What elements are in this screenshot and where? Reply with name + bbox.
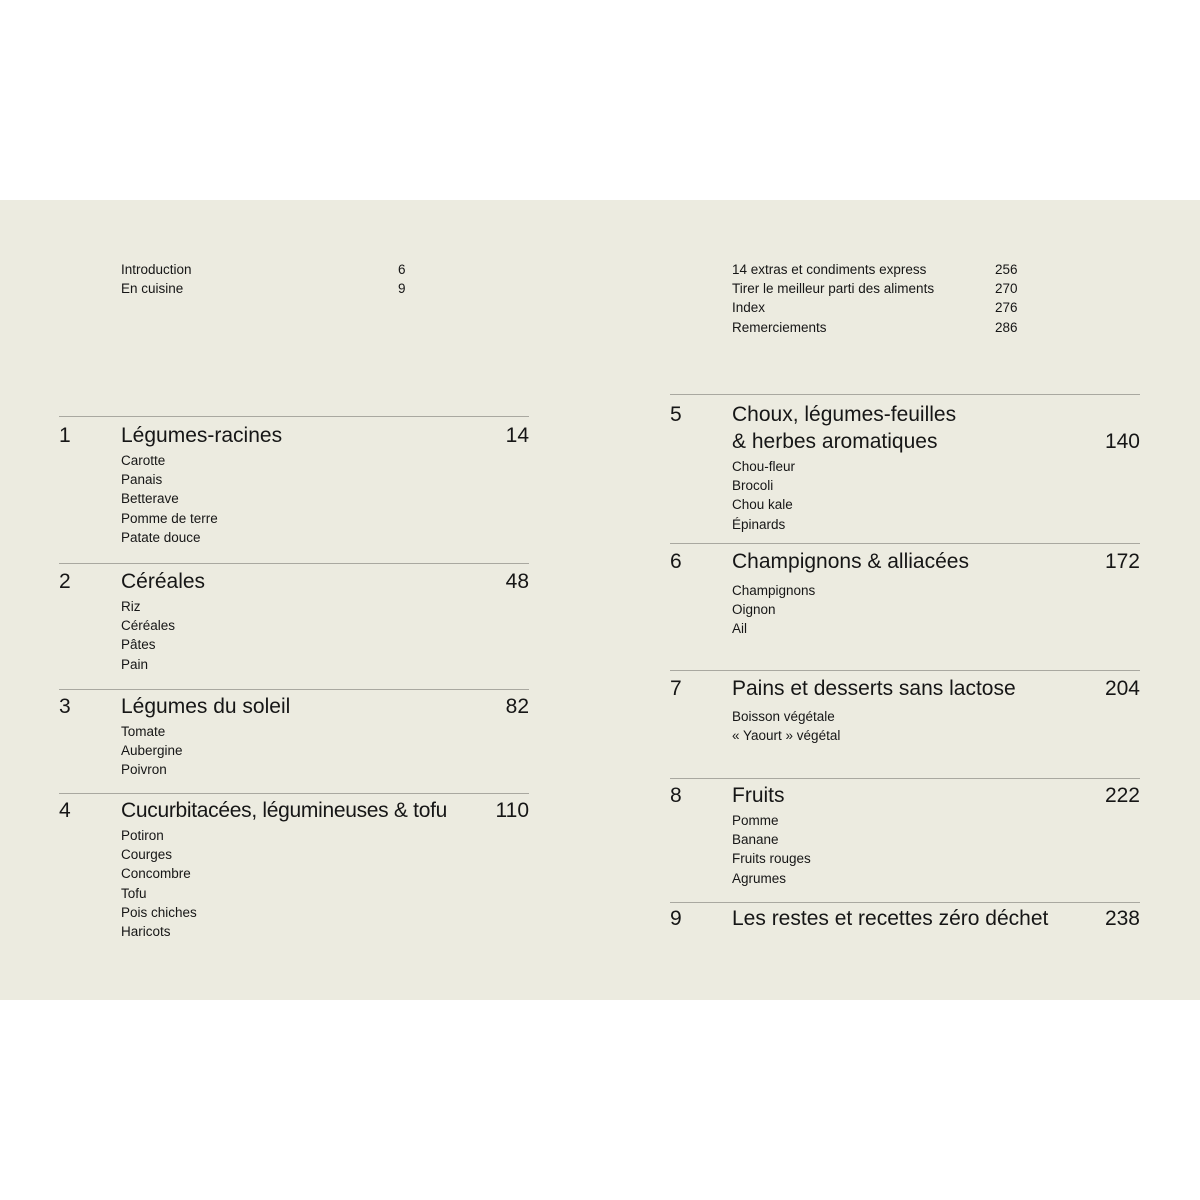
chapter-number: 7: [670, 677, 682, 700]
subtopic-item: Boisson végétale: [732, 709, 835, 724]
chapter-4[interactable]: [59, 793, 529, 954]
toc-entry-page: 286: [995, 319, 1018, 335]
chapter-2[interactable]: [59, 563, 529, 689]
toc-entry-label: Tirer le meilleur parti des aliments: [732, 281, 935, 297]
subtopic-item: Tomate: [121, 724, 166, 739]
chapter-title: Cucurbitacées, légumineuses & tofu: [121, 799, 447, 822]
chapter-3[interactable]: [59, 689, 529, 793]
chapter-subtopics: [732, 811, 811, 888]
toc-entry-en-cuisine[interactable]: [121, 279, 411, 298]
chapter-number: 5: [670, 403, 682, 426]
chapter-title: Pains et desserts sans lactose: [732, 677, 1016, 700]
subtopic-item: Oignon: [732, 602, 776, 618]
toc-entry-page: 6: [398, 262, 406, 277]
chapter-page: 140: [1104, 430, 1140, 453]
subtopic-item: Panais: [121, 472, 163, 488]
chapter-page: 204: [1104, 677, 1140, 700]
chapter-subtopics: [121, 722, 183, 780]
chapter-number: 3: [59, 695, 71, 718]
chapter-number: 8: [670, 784, 682, 807]
chapter-1[interactable]: [59, 416, 529, 563]
chapter-number: 4: [59, 799, 71, 822]
subtopic-item: Tofu: [121, 885, 147, 901]
chapter-title: Champignons & alliacées: [732, 550, 969, 573]
chapter-page: 110: [495, 799, 529, 822]
subtopic-item: Chou kale: [732, 497, 793, 513]
chapter-page: 14: [505, 424, 529, 447]
subtopic-item: Ail: [732, 621, 748, 637]
subtopic-item: Riz: [121, 599, 141, 614]
toc-entry-label: Index: [732, 300, 766, 316]
back-matter-list: [732, 260, 1032, 337]
chapter-title-line-2: & herbes aromatiques: [732, 430, 938, 453]
chapter-page: 172: [1104, 550, 1140, 573]
chapter-subtopics: [732, 581, 815, 639]
toc-entry-tirer-parti[interactable]: [732, 279, 1032, 298]
subtopic-item: Épinards: [732, 516, 786, 532]
chapter-subtopics: [732, 457, 795, 534]
subtopic-item: Haricots: [121, 924, 171, 940]
subtopic-item: Céréales: [121, 618, 176, 634]
subtopic-item: Pomme: [732, 813, 779, 828]
toc-entry-introduction[interactable]: [121, 260, 411, 279]
toc-entry-page: 9: [398, 281, 406, 297]
chapter-subtopics: [121, 826, 197, 941]
chapter-title-line-1: Choux, légumes-feuilles: [732, 403, 957, 426]
chapter-subtopics: [121, 597, 175, 674]
subtopic-item: Patate douce: [121, 529, 201, 545]
subtopic-item: Fruits rouges: [732, 851, 811, 867]
toc-entry-page: 276: [995, 300, 1018, 316]
subtopic-item: Pomme de terre: [121, 510, 218, 526]
chapter-title: Légumes-racines: [121, 424, 283, 447]
subtopic-item: Pâtes: [121, 637, 156, 653]
toc-entry-index[interactable]: [732, 298, 1032, 317]
toc-entry-label: 14 extras et condiments express: [732, 262, 927, 277]
subtopic-item: « Yaourt » végétal: [732, 728, 841, 744]
toc-entry-remerciements[interactable]: [732, 318, 1032, 337]
subtopic-item: Pois chiches: [121, 904, 197, 920]
toc-entry-label: En cuisine: [121, 281, 184, 297]
chapter-page: 238: [1104, 907, 1140, 930]
chapter-number: 2: [59, 570, 71, 593]
chapter-subtopics: [732, 707, 840, 745]
chapter-page: 222: [1104, 784, 1140, 807]
chapter-number: 1: [59, 424, 71, 447]
table-of-contents-spread: [0, 200, 1200, 1000]
subtopic-item: Agrumes: [732, 870, 787, 886]
toc-entry-page: 256: [995, 262, 1018, 277]
chapter-7[interactable]: [670, 670, 1140, 778]
subtopic-item: Potiron: [121, 828, 164, 843]
chapter-6[interactable]: [670, 543, 1140, 670]
chapter-page: 82: [505, 695, 529, 718]
subtopic-item: Brocoli: [732, 478, 774, 494]
subtopic-item: Poivron: [121, 762, 167, 778]
chapter-title: Légumes du soleil: [121, 695, 291, 718]
chapter-number: 6: [670, 550, 682, 573]
toc-entry-label: Introduction: [121, 262, 192, 277]
chapter-subtopics: [121, 451, 218, 547]
chapter-9[interactable]: [670, 902, 1140, 939]
subtopic-item: Aubergine: [121, 743, 183, 759]
subtopic-item: Champignons: [732, 583, 816, 598]
subtopic-item: Carotte: [121, 453, 166, 468]
subtopic-item: Pain: [121, 656, 149, 672]
chapter-page: 48: [505, 570, 529, 593]
subtopic-item: Betterave: [121, 491, 179, 507]
chapter-title: Céréales: [121, 570, 206, 593]
subtopic-item: Banane: [732, 832, 779, 848]
toc-entry-page: 270: [995, 281, 1018, 297]
subtopic-item: Concombre: [121, 866, 191, 882]
chapter-title: Les restes et recettes zéro déchet: [732, 907, 1049, 930]
subtopic-item: Courges: [121, 847, 173, 863]
toc-entry-label: Remerciements: [732, 319, 827, 335]
chapter-title: Fruits: [732, 784, 785, 807]
chapter-number: 9: [670, 907, 682, 930]
chapter-8[interactable]: [670, 778, 1140, 902]
chapter-5[interactable]: [670, 394, 1140, 543]
toc-entry-extras[interactable]: [732, 260, 1032, 279]
front-matter-list: [121, 260, 411, 298]
subtopic-item: Chou-fleur: [732, 459, 796, 474]
